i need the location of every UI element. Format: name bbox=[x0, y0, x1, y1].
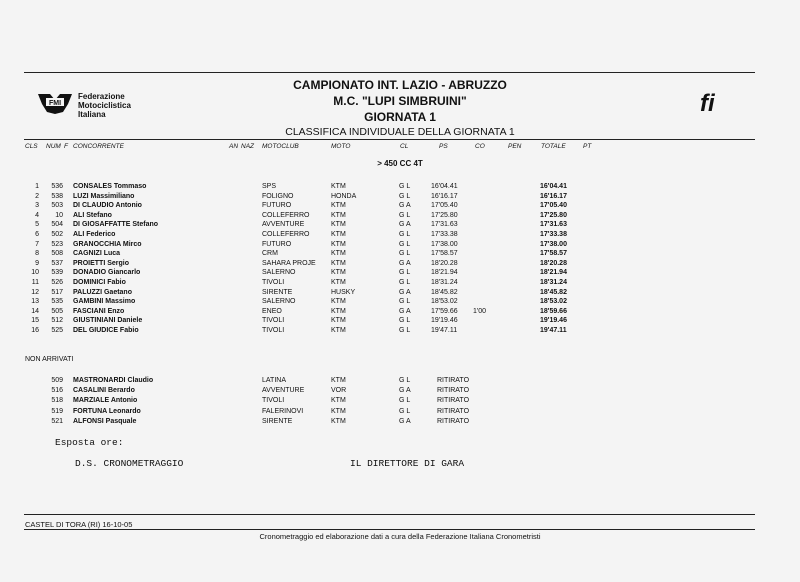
cell-moto: KTM bbox=[331, 211, 346, 219]
table-row bbox=[0, 221, 800, 230]
cell-total: 17'25.80 bbox=[540, 211, 567, 219]
cell-total: 18'21.94 bbox=[540, 269, 567, 277]
cell-position: 14 bbox=[31, 307, 39, 315]
org-line: Motociclistica bbox=[78, 101, 131, 110]
cell-moto: KTM bbox=[331, 231, 346, 238]
cell-number: 523 bbox=[51, 240, 63, 248]
cell-club: AVVENTURE bbox=[262, 221, 305, 229]
table-row bbox=[0, 418, 800, 427]
cell-ps: 16'04.41 bbox=[431, 183, 458, 190]
cell-position: 8 bbox=[35, 250, 39, 258]
table-row bbox=[0, 212, 800, 221]
cell-position: 4 bbox=[35, 211, 39, 219]
cell-name: GRANOCCHIA Mirco bbox=[73, 240, 142, 248]
cell-number: 502 bbox=[51, 231, 63, 238]
club-title: M.C. "LUPI SIMBRUINI" bbox=[333, 94, 467, 108]
cell-name: CAGNIZI Luca bbox=[73, 250, 121, 258]
table-row bbox=[0, 183, 800, 192]
cell-position: 16 bbox=[31, 327, 39, 334]
cell-moto: KTM bbox=[331, 259, 346, 267]
cell-name: MARZIALE Antonio bbox=[73, 397, 138, 405]
cell-name: MASTRONARDI Claudio bbox=[73, 377, 154, 384]
cell-class: G L bbox=[399, 279, 411, 286]
cell-position: 12 bbox=[31, 288, 39, 296]
cell-name: PALUZZI Gaetano bbox=[73, 288, 132, 296]
table-row bbox=[0, 269, 800, 278]
cell-number: 536 bbox=[51, 183, 63, 190]
footer-place: CASTEL DI TORA (RI) 16-10-05 bbox=[25, 520, 133, 529]
table-row bbox=[0, 397, 800, 406]
cell-name: DONADIO Giancarlo bbox=[73, 269, 141, 277]
cell-total: 19'47.11 bbox=[540, 327, 567, 334]
cell-club: SALERNO bbox=[262, 298, 296, 306]
cell-class: G L bbox=[399, 397, 411, 405]
cell-total: 18'53.02 bbox=[540, 298, 567, 306]
category-label: > 450 CC 4T bbox=[377, 159, 423, 168]
cell-class: G L bbox=[399, 407, 411, 415]
cell-name: DEL GIUDICE Fabio bbox=[73, 327, 139, 334]
cell-moto: KTM bbox=[331, 221, 346, 229]
cell-moto: KTM bbox=[331, 240, 346, 248]
cell-moto: KTM bbox=[331, 307, 346, 315]
cell-total: 18'59.66 bbox=[540, 307, 567, 315]
table-row bbox=[0, 250, 800, 259]
cell-club: CRM bbox=[262, 250, 278, 258]
cell-class: G A bbox=[399, 221, 411, 229]
cell-number: 503 bbox=[51, 202, 63, 210]
cell-name: PROIETTI Sergio bbox=[73, 259, 130, 267]
cell-number: 521 bbox=[51, 417, 63, 425]
cell-position: 10 bbox=[31, 269, 39, 277]
col-an: AN bbox=[229, 143, 239, 150]
cell-position: 9 bbox=[35, 259, 39, 267]
col-f: F bbox=[64, 143, 68, 150]
col-ps: PS bbox=[439, 143, 448, 150]
cell-moto: KTM bbox=[331, 183, 346, 190]
cell-name: CONSALES Tommaso bbox=[73, 183, 147, 190]
cell-club: SIRENTE bbox=[262, 417, 293, 425]
ds-label: D.S. CRONOMETRAGGIO bbox=[75, 458, 184, 469]
cell-status: RITIRATO bbox=[437, 397, 470, 405]
table-row bbox=[0, 193, 800, 202]
cell-total: 18'45.82 bbox=[540, 288, 567, 296]
cell-ps: 18'31.24 bbox=[431, 279, 458, 286]
cell-club: TIVOLI bbox=[262, 327, 285, 334]
col-pen: PEN bbox=[508, 143, 522, 150]
cell-class: G L bbox=[399, 269, 411, 277]
cell-ps: 16'16.17 bbox=[431, 192, 458, 200]
cell-name: FORTUNA Leonardo bbox=[73, 407, 141, 415]
cell-club: TIVOLI bbox=[262, 397, 285, 405]
col-cl: CL bbox=[400, 143, 409, 150]
cell-club: ENEO bbox=[262, 307, 282, 315]
org-line: Italiana bbox=[78, 110, 106, 119]
table-row bbox=[0, 260, 800, 269]
cell-club: COLLEFERRO bbox=[262, 231, 310, 238]
cell-name: ALI Stefano bbox=[73, 211, 112, 219]
cell-class: G L bbox=[399, 192, 411, 200]
col-pt: PT bbox=[583, 143, 592, 150]
cell-moto: VOR bbox=[331, 387, 347, 395]
col-moto: MOTO bbox=[331, 143, 351, 150]
col-naz: NAZ bbox=[241, 143, 254, 150]
cell-class: G A bbox=[399, 417, 411, 425]
cell-position: 3 bbox=[35, 202, 39, 210]
cell-ps: 17'33.38 bbox=[431, 231, 458, 238]
table-row bbox=[0, 202, 800, 211]
cell-club: SPS bbox=[262, 183, 277, 190]
cell-class: G L bbox=[399, 231, 411, 238]
cell-ps: 18'45.82 bbox=[431, 288, 458, 296]
cell-class: G L bbox=[399, 377, 411, 384]
cell-ps: 19'19.46 bbox=[431, 317, 458, 325]
cell-number: 525 bbox=[51, 327, 63, 334]
esposta-label: Esposta ore: bbox=[55, 437, 124, 448]
cell-position: 7 bbox=[35, 240, 39, 248]
cell-status: RITIRATO bbox=[437, 377, 470, 384]
cell-total: 17'05.40 bbox=[540, 202, 567, 210]
cell-position: 13 bbox=[31, 298, 39, 306]
cell-class: G A bbox=[399, 202, 411, 210]
cell-number: 539 bbox=[51, 269, 63, 277]
cell-name: ALI Federico bbox=[73, 231, 116, 238]
fi-logo-icon: fi bbox=[700, 90, 715, 117]
footer-rule-2 bbox=[24, 529, 755, 530]
table-row bbox=[0, 317, 800, 326]
cell-club: TIVOLI bbox=[262, 317, 285, 325]
cell-moto: KTM bbox=[331, 250, 346, 258]
cell-name: GIUSTINIANI Daniele bbox=[73, 317, 143, 325]
cell-ps: 17'59.66 bbox=[431, 307, 458, 315]
cell-name: GAMBINI Massimo bbox=[73, 298, 136, 306]
cell-name: DI GIOSAFFATTE Stefano bbox=[73, 221, 159, 229]
cell-class: G L bbox=[399, 250, 411, 258]
cell-moto: KTM bbox=[331, 407, 346, 415]
cell-club: LATINA bbox=[262, 377, 286, 384]
cell-club: FUTURO bbox=[262, 240, 292, 248]
cell-ps: 17'31.63 bbox=[431, 221, 458, 229]
cell-status: RITIRATO bbox=[437, 417, 470, 425]
cell-total: 18'31.24 bbox=[540, 279, 567, 286]
cell-class: G L bbox=[399, 240, 411, 248]
cell-total: 18'20.28 bbox=[540, 259, 567, 267]
championship-title: CAMPIONATO INT. LAZIO - ABRUZZO bbox=[293, 78, 507, 92]
cell-moto: KTM bbox=[331, 377, 346, 384]
table-row bbox=[0, 289, 800, 298]
cell-co: 1'00 bbox=[473, 307, 487, 315]
cell-total: 17'33.38 bbox=[540, 231, 567, 238]
cell-class: G A bbox=[399, 307, 411, 315]
cell-club: COLLEFERRO bbox=[262, 211, 310, 219]
cell-club: TIVOLI bbox=[262, 279, 285, 286]
cell-club: SAHARA PROJE bbox=[262, 259, 316, 267]
cell-club: AVVENTURE bbox=[262, 387, 305, 395]
cell-number: 505 bbox=[51, 307, 63, 315]
cell-club: FOLIGNO bbox=[262, 192, 294, 200]
cell-number: 538 bbox=[51, 192, 63, 200]
col-totale: TOTALE bbox=[541, 143, 566, 150]
table-row bbox=[0, 377, 800, 386]
cell-moto: KTM bbox=[331, 279, 346, 286]
director-label: IL DIRETTORE DI GARA bbox=[350, 458, 465, 469]
cell-class: G A bbox=[399, 259, 411, 267]
cell-name: ALFONSI Pasquale bbox=[73, 417, 137, 425]
column-headers bbox=[0, 143, 800, 153]
round-title: GIORNATA 1 bbox=[364, 110, 436, 124]
cell-moto: KTM bbox=[331, 298, 346, 306]
header-rule bbox=[24, 72, 755, 73]
cell-status: RITIRATO bbox=[437, 407, 470, 415]
cell-total: 16'16.17 bbox=[540, 192, 567, 200]
cell-position: 5 bbox=[35, 221, 39, 229]
cell-ps: 18'20.28 bbox=[431, 259, 458, 267]
cell-name: LUZI Massimiliano bbox=[73, 192, 135, 200]
cell-class: G L bbox=[399, 317, 411, 325]
cell-number: 516 bbox=[51, 387, 63, 395]
cell-class: G L bbox=[399, 298, 411, 306]
cell-moto: KTM bbox=[331, 397, 346, 405]
footer-rule bbox=[24, 514, 755, 515]
cell-total: 17'31.63 bbox=[540, 221, 567, 229]
cell-ps: 17'25.80 bbox=[431, 211, 458, 219]
cell-ps: 18'21.94 bbox=[431, 269, 458, 277]
col-motoclub: MOTOCLUB bbox=[262, 143, 299, 150]
table-row bbox=[0, 279, 800, 288]
cell-total: 17'58.57 bbox=[540, 250, 567, 258]
col-cls: CLS bbox=[25, 143, 38, 150]
cell-number: 517 bbox=[51, 288, 63, 296]
table-row bbox=[0, 241, 800, 250]
cell-position: 6 bbox=[35, 231, 39, 238]
col-concorrente: CONCORRENTE bbox=[73, 143, 124, 150]
svg-text:FMI: FMI bbox=[48, 100, 62, 107]
footer-credit: Cronometraggio ed elaborazione dati a cura della Federazione Italiana Cronometristi bbox=[259, 532, 541, 541]
cell-moto: HUSKY bbox=[331, 288, 356, 296]
cell-club: FALERINOVI bbox=[262, 407, 304, 415]
cell-club: SALERNO bbox=[262, 269, 296, 277]
cell-number: 519 bbox=[51, 407, 63, 415]
col-num: NUM bbox=[46, 143, 61, 150]
cell-number: 537 bbox=[51, 259, 63, 267]
table-row bbox=[0, 308, 800, 317]
table-row bbox=[0, 298, 800, 307]
col-co: CO bbox=[475, 143, 485, 150]
cell-name: FASCIANI Enzo bbox=[73, 307, 125, 315]
cell-number: 535 bbox=[51, 298, 63, 306]
cell-class: G A bbox=[399, 288, 411, 296]
cell-number: 512 bbox=[51, 317, 63, 325]
cell-number: 518 bbox=[51, 397, 63, 405]
cell-class: G L bbox=[399, 183, 411, 190]
table-row bbox=[0, 327, 800, 336]
cell-moto: HONDA bbox=[331, 192, 357, 200]
cell-number: 526 bbox=[51, 279, 63, 286]
cell-total: 17'38.00 bbox=[540, 240, 567, 248]
classification-title: CLASSIFICA INDIVIDUALE DELLA GIORNATA 1 bbox=[285, 126, 515, 138]
cell-total: 16'04.41 bbox=[540, 183, 567, 190]
columns-rule bbox=[24, 139, 755, 140]
cell-position: 15 bbox=[31, 317, 39, 325]
cell-moto: KTM bbox=[331, 417, 346, 425]
table-row bbox=[0, 231, 800, 240]
cell-moto: KTM bbox=[331, 317, 346, 325]
cell-moto: KTM bbox=[331, 202, 346, 210]
cell-number: 504 bbox=[51, 221, 63, 229]
cell-total: 19'19.46 bbox=[540, 317, 567, 325]
cell-ps: 17'38.00 bbox=[431, 240, 458, 248]
org-line: Federazione bbox=[78, 92, 125, 101]
non-arrived-label: NON ARRIVATI bbox=[25, 356, 74, 363]
cell-number: 508 bbox=[51, 250, 63, 258]
cell-position: 11 bbox=[31, 279, 39, 286]
cell-ps: 17'05.40 bbox=[431, 202, 458, 210]
cell-name: DOMINICI Fabio bbox=[73, 279, 126, 286]
cell-club: FUTURO bbox=[262, 202, 292, 210]
cell-class: G L bbox=[399, 211, 411, 219]
cell-number: 10 bbox=[55, 211, 63, 219]
cell-name: CASALINI Berardo bbox=[73, 387, 135, 395]
cell-class: G L bbox=[399, 327, 411, 334]
cell-ps: 18'53.02 bbox=[431, 298, 458, 306]
cell-ps: 19'47.11 bbox=[431, 327, 458, 334]
cell-ps: 17'58.57 bbox=[431, 250, 458, 258]
cell-class: G A bbox=[399, 387, 411, 395]
table-row bbox=[0, 387, 800, 396]
cell-number: 509 bbox=[51, 377, 63, 384]
cell-position: 2 bbox=[35, 192, 39, 200]
cell-name: DI CLAUDIO Antonio bbox=[73, 202, 142, 210]
cell-moto: KTM bbox=[331, 327, 346, 334]
table-row bbox=[0, 408, 800, 417]
cell-club: SIRENTE bbox=[262, 288, 293, 296]
cell-status: RITIRATO bbox=[437, 387, 470, 395]
cell-moto: KTM bbox=[331, 269, 346, 277]
cell-position: 1 bbox=[35, 183, 39, 190]
